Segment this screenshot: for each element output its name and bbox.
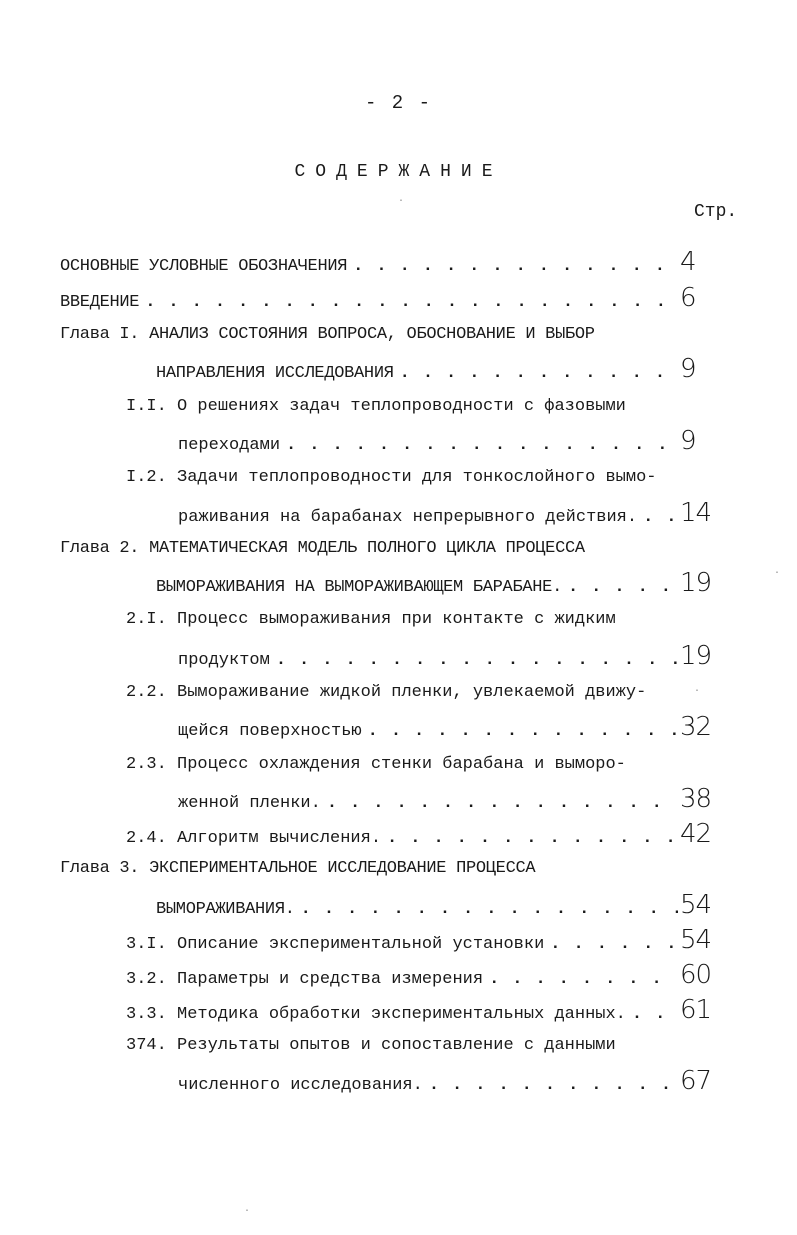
toc-entry [126,465,716,491]
dot-leader [286,433,678,459]
toc-chapter-title: Глава 3. ЭКСПЕРИМЕНТАЛЬНОЕ ИССЛЕДОВАНИЕ ПРОЦЕССА [60,859,536,878]
toc-entry [178,1068,716,1094]
toc-entry [178,786,716,812]
toc-entry-title: женной пленки. [178,794,321,813]
toc-section-title: 2.3. Процесс охлаждения стенки барабана и выморо- [126,755,626,774]
dot-leader [550,932,678,958]
toc-chapter-title: Глава I. АНАЛИЗ СОСТОЯНИЯ ВОПРОСА, ОБОСНОВАНИЕ И ВЫБОР [60,325,595,344]
page-number: - 2 - [364,92,432,114]
toc-entry [126,607,716,633]
scan-speck: · [398,196,405,207]
toc-entry-title: НАПРАВЛЕНИЯ ИССЛЕДОВАНИЯ [156,364,394,383]
toc-entry [60,322,716,348]
toc-entry [126,821,716,847]
dot-leader [489,967,678,993]
dot-leader [429,1073,678,1099]
toc-entry [60,536,716,562]
toc-entry-title: 3.3. Методика обработки экспериментальных данных. [126,1005,626,1024]
toc-entry [126,962,716,988]
toc-entry [60,249,716,275]
toc-section-title: 2.2. Вымораживание жидкой пленки, увлекаемой движу- [126,683,647,702]
toc-entry-page: 19 [680,568,712,598]
toc-entry-title: ОСНОВНЫЕ УСЛОВНЫЕ ОБОЗНАЧЕНИЯ [60,257,348,276]
toc-entry-title: продуктом [178,651,270,670]
toc-entry-page: 61 [680,995,712,1025]
toc-entry [126,680,716,706]
toc-entry [156,892,716,918]
toc-section-title: I.I. О решениях задач теплопроводности с фазовыми [126,397,626,416]
toc-chapter-title: Глава 2. МАТЕМАТИЧЕСКАЯ МОДЕЛЬ ПОЛНОГО ЦИКЛА ПРОЦЕССА [60,539,585,558]
toc-entry-page: 54 [680,925,712,955]
toc-entry [126,927,716,953]
toc-entry [126,997,716,1023]
toc-entry-title: 3.2. Параметры и средства измерения [126,970,484,989]
toc-entry-page: 9 [680,426,696,456]
toc-entry-title: численного исследования. [178,1076,423,1095]
page-title: СОДЕРЖАНИЕ [294,162,503,182]
dot-leader [643,505,678,531]
toc-section-title: I.2. Задачи теплопроводности для тонкослойного вымо- [126,468,657,487]
toc-entry-page: 6 [680,283,696,313]
toc-entry [178,714,716,740]
toc-entry-title: ВЫМОРАЖИВАНИЯ. [156,900,295,919]
dot-leader [327,791,678,817]
scan-speck: · [774,568,781,579]
toc-entry-title: 2.4. Алгоритм вычисления. [126,829,382,848]
toc-entry-title: 3.I. Описание экспериментальной установки [126,935,545,954]
dot-leader [368,719,678,745]
toc-section-title: 374. Результаты опытов и сопоставление с данными [126,1036,616,1055]
toc-entry-title: раживания на барабанах непрерывного действия. [178,508,638,527]
toc-entry [60,285,716,311]
scan-speck: · [244,1206,251,1217]
dot-leader [400,361,678,387]
toc-section-title: 2.I. Процесс вымораживания при контакте с жидким [126,610,616,629]
toc-entry [178,643,716,669]
toc-entry-title: щейся поверхностью [178,722,362,741]
toc-entry-page: 19 [680,641,712,671]
toc-entry-page: 38 [680,784,712,814]
toc-entry [156,356,716,382]
page-column-label: Стр. [694,202,738,222]
scan-speck: · [694,686,701,697]
toc-entry [126,752,716,778]
toc-entry [126,394,716,420]
toc-entry-page: 4 [680,247,696,277]
toc-entry [126,1033,716,1059]
toc-entry-page: 42 [680,819,712,849]
toc-entry-title: ВВЕДЕНИЕ [60,293,140,312]
dot-leader [632,1002,678,1028]
dot-leader [145,290,678,316]
toc-entry-title: переходами [178,436,281,455]
dot-leader [276,648,678,674]
toc-entry [156,570,716,596]
dot-leader [568,575,678,601]
toc-entry-page: 32 [680,712,712,742]
dot-leader [353,254,678,280]
dot-leader [301,897,678,923]
toc-entry [178,500,716,526]
toc-entry-page: 54 [680,890,712,920]
toc-entry-page: 9 [680,354,696,384]
toc-entry-title: ВЫМОРАЖИВАНИЯ НА ВЫМОРАЖИВАЮЩЕМ БАРАБАНЕ. [156,578,562,597]
toc-entry [60,856,716,882]
toc-entry-page: 14 [680,498,712,528]
toc-entry-page: 67 [680,1066,712,1096]
toc-entry [178,428,716,454]
dot-leader [387,826,678,852]
toc-entry-page: 60 [680,960,712,990]
